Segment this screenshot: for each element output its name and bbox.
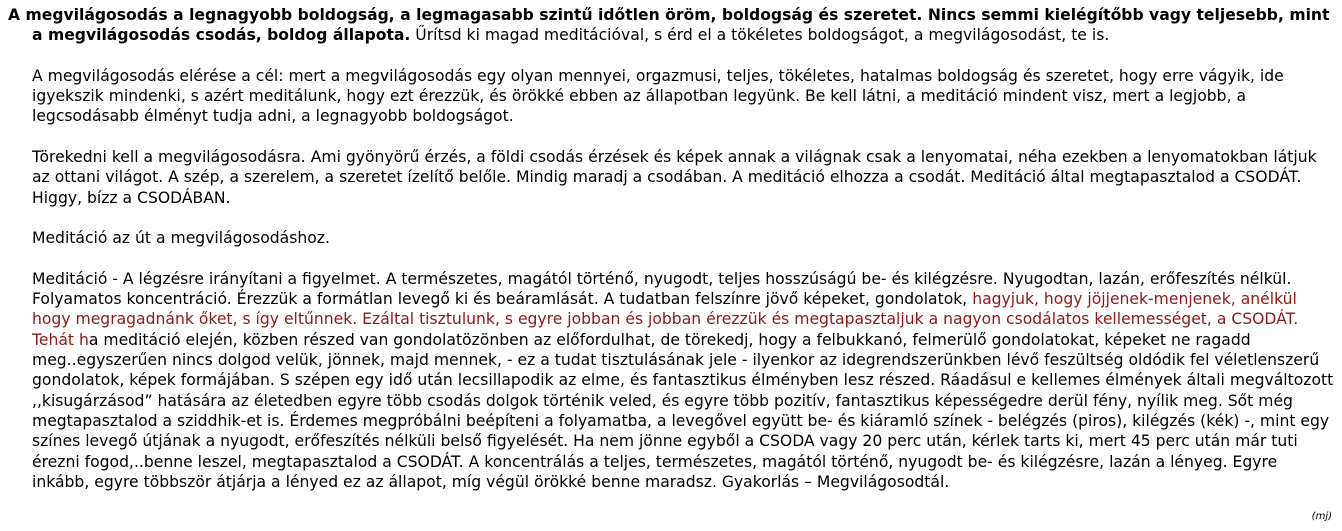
intro-bold-text: A megvilágosodás a legnagyobb boldogság, a legmagasabb szintű időtlen öröm, boldogság és szeretet. Nincs semmi kielégítőbb vagy teljesebb, mint a megvilágosodás csodás, boldog állapota. bbox=[8, 6, 1330, 45]
paragraph-meditation bbox=[0, 269, 1342, 492]
meditation-text-start: Meditáció - A légzésre irányítani a figyelmet. A természetes, magától történő, nyugodt, teljes hosszúságú be- és kilégzésre. Nyugodtan, lazán, erőfeszítés nélkül. Folyamatos koncentráció. Érezzük a formátlan levegő ki és beáramlását. A tudatban felszínre jövő képeket, gondolatok, bbox=[32, 269, 1292, 309]
meditation-highlighted-text: hagyjuk, hogy jöjjenek-menjenek, anélkül hogy megragadnánk őket, s így eltűnnek. Ezáltal tisztulunk, s egyre jobban és jobban érezzük és megtapasztaljuk a nagyon csodálatos kellemességet, a CSODÁT. Tehát h bbox=[32, 290, 1299, 349]
paragraph-goal: A megvilágosodás elérése a cél: mert a megvilágosodás egy olyan mennyei, orgazmusi, teljes, tökéletes, hatalmas boldogság és szeretet, hogy erre vágyik, ide igyekszik mindenki, s azért meditálunk, hogy ezt érezzük, és örökké ebben az állapotban legyünk. Be kell látni, a meditáció mindent visz, mert a legjobb, a legcsodásabb élményt tudja adni, a legnagyobb boldogságot. bbox=[32, 66, 1284, 126]
article-body bbox=[0, 5, 1342, 492]
paragraph-striving: Törekedni kell a megvilágosodásra. Ami gyönyörű érzés, a földi csodás érzések és képek annak a világnak csak a lenyomatai, néha ezekben a lenyomatokban látjuk az ottani világot. A szép, a szerelem, a szeretet ízelítő belőle. Mindig maradj a csodában. A meditáció elhozza a csodát. Meditáció által megtapasztalod a CSODÁT. Higgy, bízz a CSODÁBAN. bbox=[32, 148, 1317, 207]
author-signature: (mj) bbox=[1311, 511, 1332, 522]
intro-paragraph bbox=[0, 5, 1342, 46]
paragraph-path: Meditáció az út a megvilágosodáshoz. bbox=[32, 229, 330, 248]
meditation-text-end: a meditáció elején, közben részed van gondolatözönben az előfordulhat, de törekedj, hogy a felbukkanó, felmerülő gondolatokat, képeket ne ragadd meg..egyszerűen nincs dolgod velük, jönnek, majd mennek, - ez a tudat tisztulásának jele - ilyenkor az idegrendszerünkben lévő feszültség oldódik fel véletlenszerű gondolatok, képek formájában. S szépen egy idő után lecsillapodik az elme, és fantasztikus élményben lesz részed. Ráadásul e kellemes élmények általi megváltozott ,,kisugárzásod” hatására az életedben egyre több csodás dolgok történik veled, és egyre több pozitív, fantasztikus képességedre derül fény, nyílik meg. Sőt még megtapasztalod a sziddhik-et is. Érdemes megpróbálni beépíteni a folyamatba, a levegővel együtt be- és kiáramló színek - belégzés (piros), kilégzés (kék) -, mint egy színes levegő útjának a nyugodt, erőfeszítés nélküli belső figyelését. Ha nem jönne egyből a CSODA vagy 20 perc után, kérlek tarts ki, mert 45 perc után már tuti érezni fogod,..benne leszel, megtapasztalod a CSODÁT. A koncentrálás a teljes, természetes, magától történő, nyugodt be- és kilégzésre, lazán a lényeg. Egyre inkább, egyre többször átjárja a lényed ez az állapot, míg végül örökké benne maradsz. Gyakorlás – Megvilágosodtál. bbox=[32, 330, 1334, 491]
intro-normal-text: Űrítsd ki magad meditációval, s érd el a tökéletes boldogságot, a megvilágosodást, te is. bbox=[410, 26, 1110, 45]
